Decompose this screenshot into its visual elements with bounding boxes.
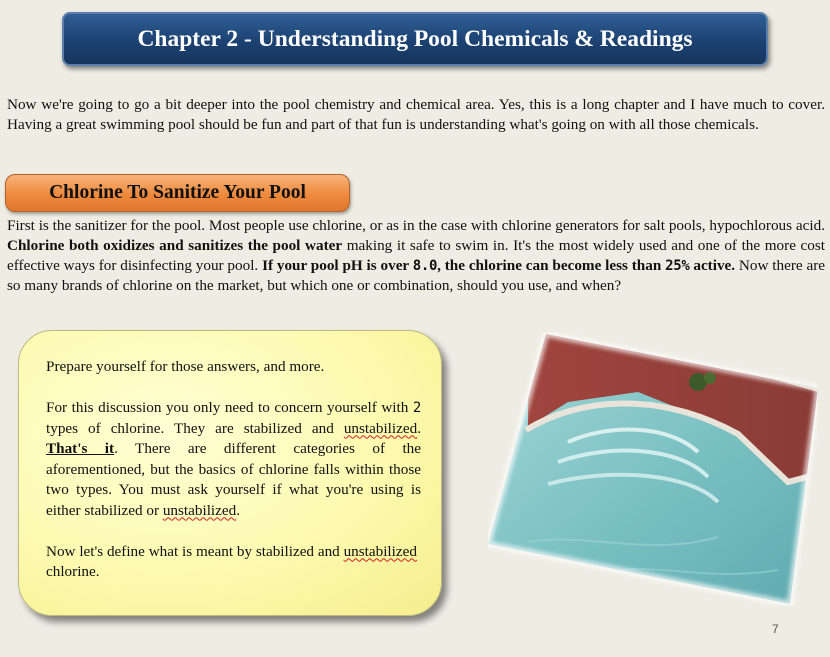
percent-value: 25% <box>665 258 690 274</box>
chlorine-bold-1: Chlorine both oxidizes and sanitizes the pool water <box>7 237 343 254</box>
chlorine-text-2: making it safe to swim in. It's the most widely used and one of the more cost effective ways for disinfecting your pool. <box>7 237 826 274</box>
chlorine-text-1: First is the sanitizer for the pool. Most people use chlorine, or as in the case with chlorine generators for salt pools, hypochlorous acid. <box>7 217 825 234</box>
chlorine-bold-2c: active. <box>693 257 736 274</box>
pool-photo-image <box>488 332 818 606</box>
chlorine-bold-2b: , the chlorine can become less than <box>437 257 662 274</box>
section-heading: Chlorine To Sanitize Your Pool <box>49 182 306 203</box>
callout-thats-it: That's it <box>46 440 115 457</box>
chapter-title-banner <box>62 12 768 66</box>
chlorine-bold-2a: If your pool pH is over <box>262 257 409 274</box>
callout-text-2f: . There are different categories of the aforementioned, but the basics of chlorine falls within those two types. You must ask yourself if what you're using is either stabilized or <box>46 440 422 519</box>
callout-text-2d: . <box>417 419 421 437</box>
callout-text-2h: . <box>236 501 241 519</box>
callout-number: 2 <box>412 400 422 416</box>
callout-text-3c: chlorine. <box>46 563 100 580</box>
callout-box <box>18 330 442 616</box>
callout-text-2a: For this discussion you only need to concern yourself with <box>46 399 409 416</box>
callout-unstabilized-1: unstabilized <box>343 419 418 437</box>
chlorine-paragraph <box>7 216 825 296</box>
chlorine-bold-2 <box>262 257 735 274</box>
section-heading-banner <box>5 174 350 212</box>
callout-paragraph-3 <box>46 542 421 583</box>
intro-paragraph: Now we're going to go a bit deeper into the pool chemistry and chemical area. Yes, this is a long chapter and I have much to cover. Having a great swimming pool should be fun and part of that fun is understanding what's going on with all those chemicals. <box>7 96 825 133</box>
pool-photo <box>488 332 818 606</box>
callout-line-1: Prepare yourself for those answers, and more. <box>46 358 325 375</box>
callout-text-2b: types of chlorine. They are stabilized and <box>46 419 334 437</box>
callout-paragraph-2 <box>46 398 421 521</box>
page-number: 7 <box>772 622 779 636</box>
callout-unstabilized-2: unstabilized <box>162 501 237 519</box>
ph-value: 8.0 <box>412 258 438 274</box>
callout-unstabilized-3: unstabilized <box>343 542 417 560</box>
chapter-title: Chapter 2 - Understanding Pool Chemicals & Readings <box>137 25 693 52</box>
callout-text-3a: Now let's define what is meant by stabilized and <box>46 542 340 560</box>
chlorine-text-3: Now there are so many brands of chlorine on the market, but which one or combination, should you use, and when? <box>7 257 825 294</box>
